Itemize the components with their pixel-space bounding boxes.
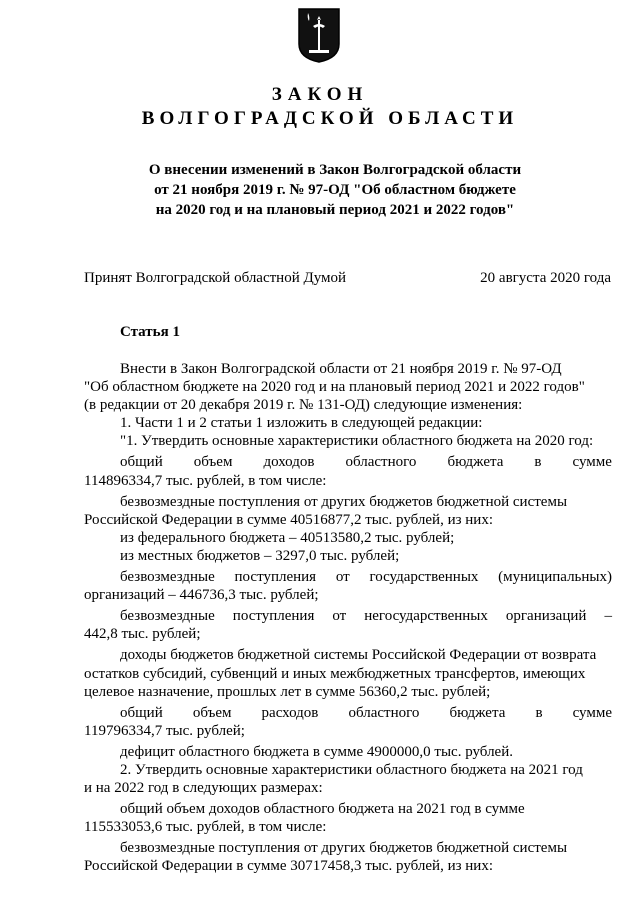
adopted-by: Принят Волгоградской областной Думой <box>84 270 347 286</box>
word: общий <box>120 704 163 721</box>
word: поступления <box>232 608 315 625</box>
text-line <box>84 607 612 625</box>
article-heading: Статья 1 <box>120 324 180 340</box>
article-body <box>84 360 612 876</box>
word: организаций <box>505 608 587 625</box>
word: поступления <box>234 569 317 586</box>
word: объем <box>192 704 232 721</box>
coat-of-arms-emblem <box>296 6 342 64</box>
text-line: Внести в Закон Волгоградской области от 21 ноября 2019 г. № 97-ОД <box>120 361 562 377</box>
subtitle-line: от 21 ноября 2019 г. № 97-ОД "Об областном бюджете <box>154 182 516 198</box>
word: негосударственных <box>364 608 488 625</box>
text-line: 115533053,6 тыс. рублей, в том числе: <box>84 819 327 836</box>
word: безвозмездные <box>120 608 215 625</box>
text-line: Российской Федерации в сумме 40516877,2 тыс. рублей, из них: <box>84 511 493 528</box>
text-line: целевое назначение, прошлых лет в сумме 56360,2 тыс. рублей; <box>84 683 491 700</box>
word: (муниципальных) <box>498 569 612 586</box>
document-subtitle <box>0 160 640 220</box>
word: общий <box>120 454 163 471</box>
subtitle-line: О внесении изменений в Закон Волгоградской области <box>148 162 522 178</box>
word: в <box>534 454 542 471</box>
text-line: 119796334,7 тыс. рублей; <box>84 722 245 739</box>
text-line: 442,8 тыс. рублей; <box>84 626 201 643</box>
text-line: дефицит областного бюджета в сумме 4900000,0 тыс. рублей. <box>120 743 513 760</box>
text-line: "1. Утвердить основные характеристики областного бюджета на 2020 год: <box>120 433 594 450</box>
text-line: "Об областном бюджете на 2020 год и на плановый период 2021 и 2022 годов" <box>84 379 585 396</box>
text-line: из федерального бюджета – 40513580,2 тыс. рублей; <box>120 529 455 546</box>
text-line: безвозмездные поступления от других бюджетов бюджетной системы <box>120 493 568 510</box>
word: государственных <box>369 569 479 586</box>
word: сумме <box>572 454 612 471</box>
text-line: 2. Утвердить основные характеристики областного бюджета на 2021 год <box>120 761 583 778</box>
word: расходов <box>261 704 319 721</box>
word: безвозмездные <box>120 569 215 586</box>
text-line: общий объем доходов областного бюджета на 2021 год в сумме <box>120 801 525 818</box>
word: сумме <box>572 704 612 721</box>
subtitle-line: на 2020 год и на плановый период 2021 и 2022 годов" <box>155 202 515 218</box>
text-line: 114896334,7 тыс. рублей, в том числе: <box>84 472 327 489</box>
text-line <box>84 453 612 471</box>
text-line: из местных бюджетов – 3297,0 тыс. рублей; <box>120 547 400 564</box>
word: в <box>535 704 543 721</box>
word: бюджета <box>447 454 504 471</box>
text-line <box>84 568 612 586</box>
document-region: ВОЛГОГРАДСКОЙ ОБЛАСТИ <box>141 108 519 129</box>
text-line: доходы бюджетов бюджетной системы Российской Федерации от возврата <box>120 647 597 664</box>
text-line <box>84 704 612 722</box>
text-line: 1. Части 1 и 2 статьи 1 изложить в следующей редакции: <box>120 415 483 432</box>
text-line: безвозмездные поступления от других бюджетов бюджетной системы <box>120 840 568 857</box>
text-line: и на 2022 год в следующих размерах: <box>84 780 323 797</box>
text-line: Российской Федерации в сумме 30717458,3 тыс. рублей, из них: <box>84 858 493 875</box>
word: от <box>335 569 350 586</box>
word: областного <box>345 454 417 471</box>
word: – <box>604 608 612 625</box>
word: от <box>332 608 347 625</box>
text-line: остатков субсидий, субвенций и иных межбюджетных трансфертов, имеющих <box>84 665 586 682</box>
text-line: (в редакции от 20 декабря 2019 г. № 131-ОД) следующие изменения: <box>84 397 523 414</box>
adoption-date: 20 августа 2020 года <box>480 270 611 286</box>
word: доходов <box>263 454 315 471</box>
word: бюджета <box>449 704 506 721</box>
adoption-line <box>84 270 611 287</box>
document-title: ЗАКОН <box>271 84 369 105</box>
text-line: организаций – 446736,3 тыс. рублей; <box>84 587 319 604</box>
word: объем <box>193 454 233 471</box>
word: областного <box>348 704 420 721</box>
